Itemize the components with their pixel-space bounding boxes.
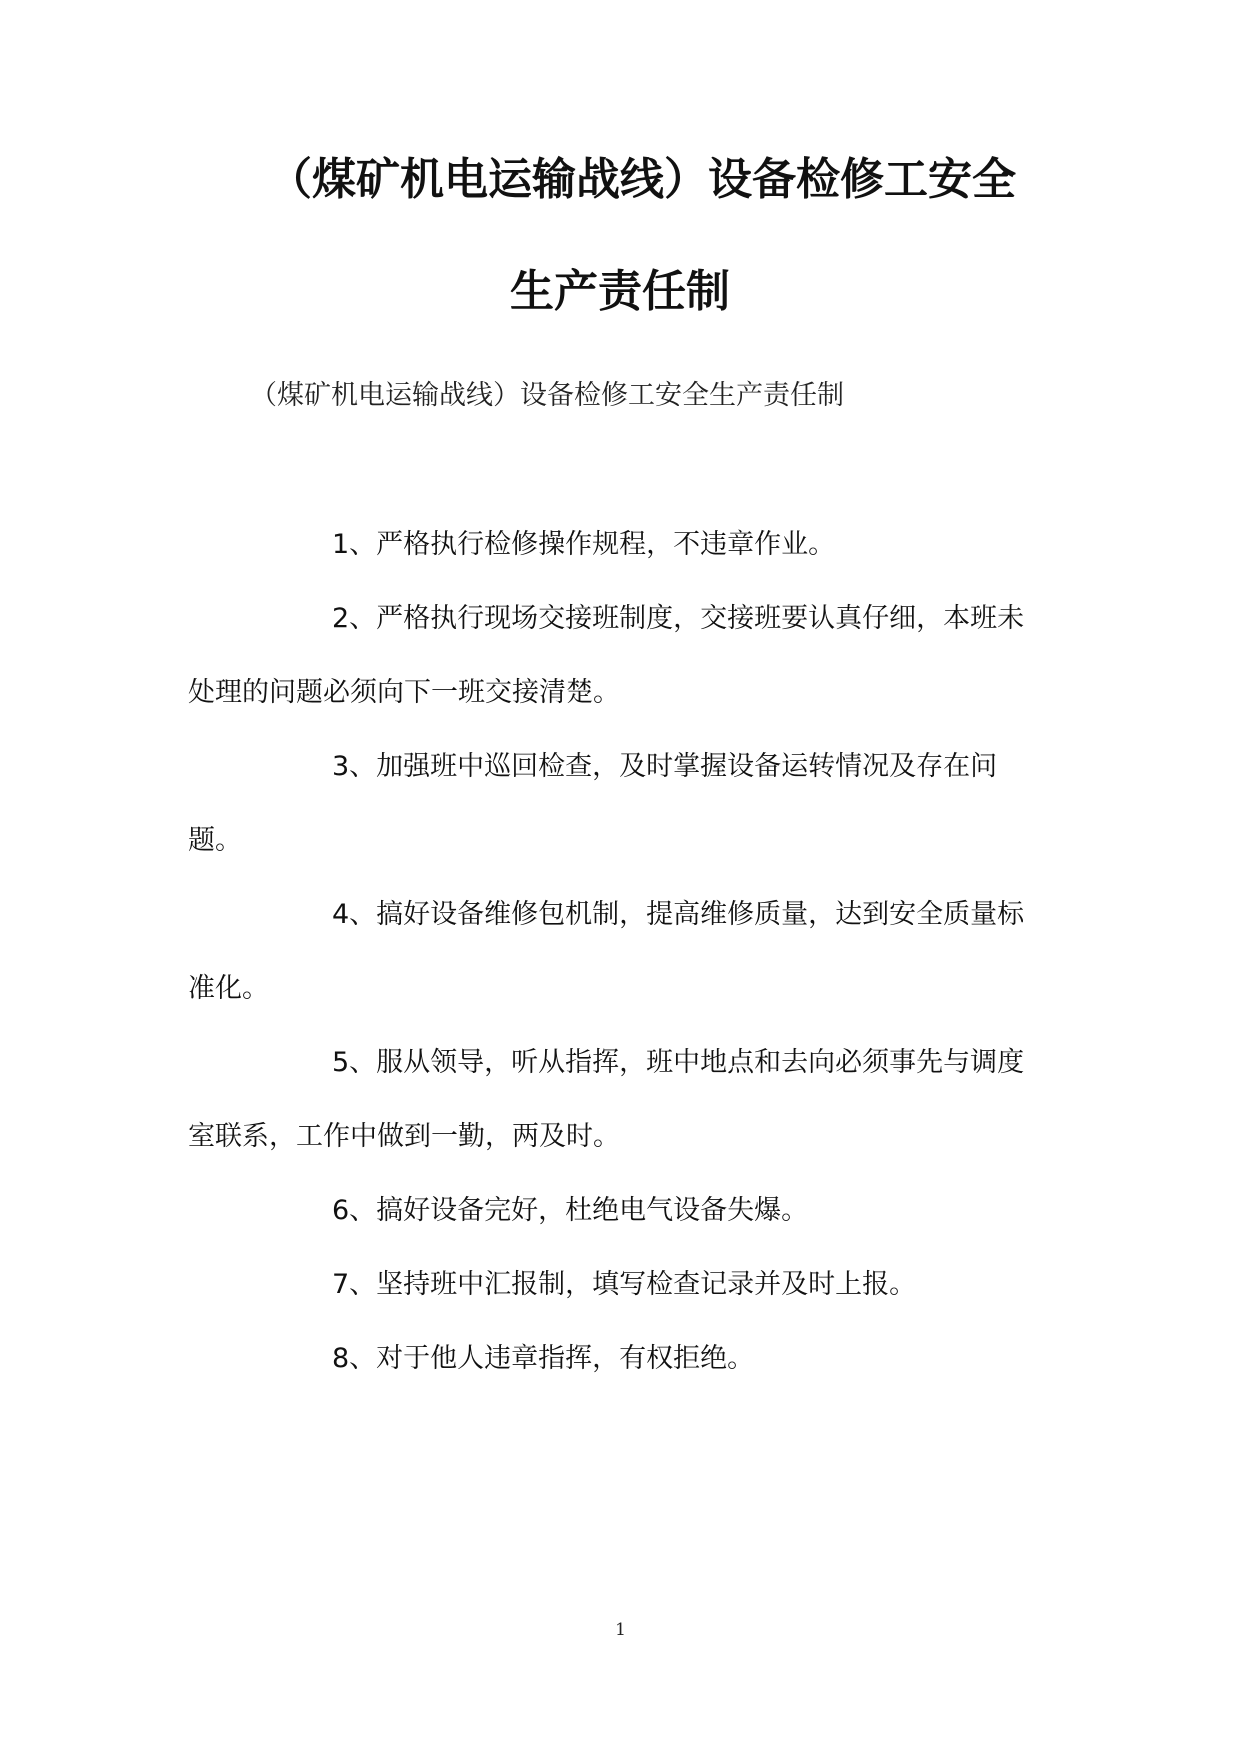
responsibility-item-2: 2、严格执行现场交接班制度，交接班要认真仔细，本班未处理的问题必须向下一班交接清楚。 [188, 603, 1025, 708]
document-title-line-2: 生产责任制 [510, 266, 730, 317]
responsibility-item-6: 6、搞好设备完好，杜绝电气设备失爆。 [332, 1195, 809, 1226]
document-subtitle: （煤矿机电运输战线）设备检修工安全生产责任制 [250, 380, 844, 411]
document-title-line-1: （煤矿机电运输战线）设备检修工安全 [268, 154, 1016, 205]
responsibility-item-8: 8、对于他人违章指挥，有权拒绝。 [332, 1343, 755, 1374]
responsibility-item-4: 4、搞好设备维修包机制，提高维修质量，达到安全质量标准化。 [188, 899, 1025, 1004]
responsibility-item-3: 3、加强班中巡回检查，及时掌握设备运转情况及存在问题。 [188, 751, 998, 856]
page-number: 1 [615, 1620, 626, 1640]
responsibility-item-5: 5、服从领导，听从指挥，班中地点和去向必须事先与调度室联系，工作中做到一勤，两及时。 [188, 1047, 1025, 1152]
responsibility-item-7: 7、坚持班中汇报制，填写检查记录并及时上报。 [332, 1269, 917, 1300]
responsibility-item-1: 1、严格执行检修操作规程，不违章作业。 [332, 529, 836, 560]
